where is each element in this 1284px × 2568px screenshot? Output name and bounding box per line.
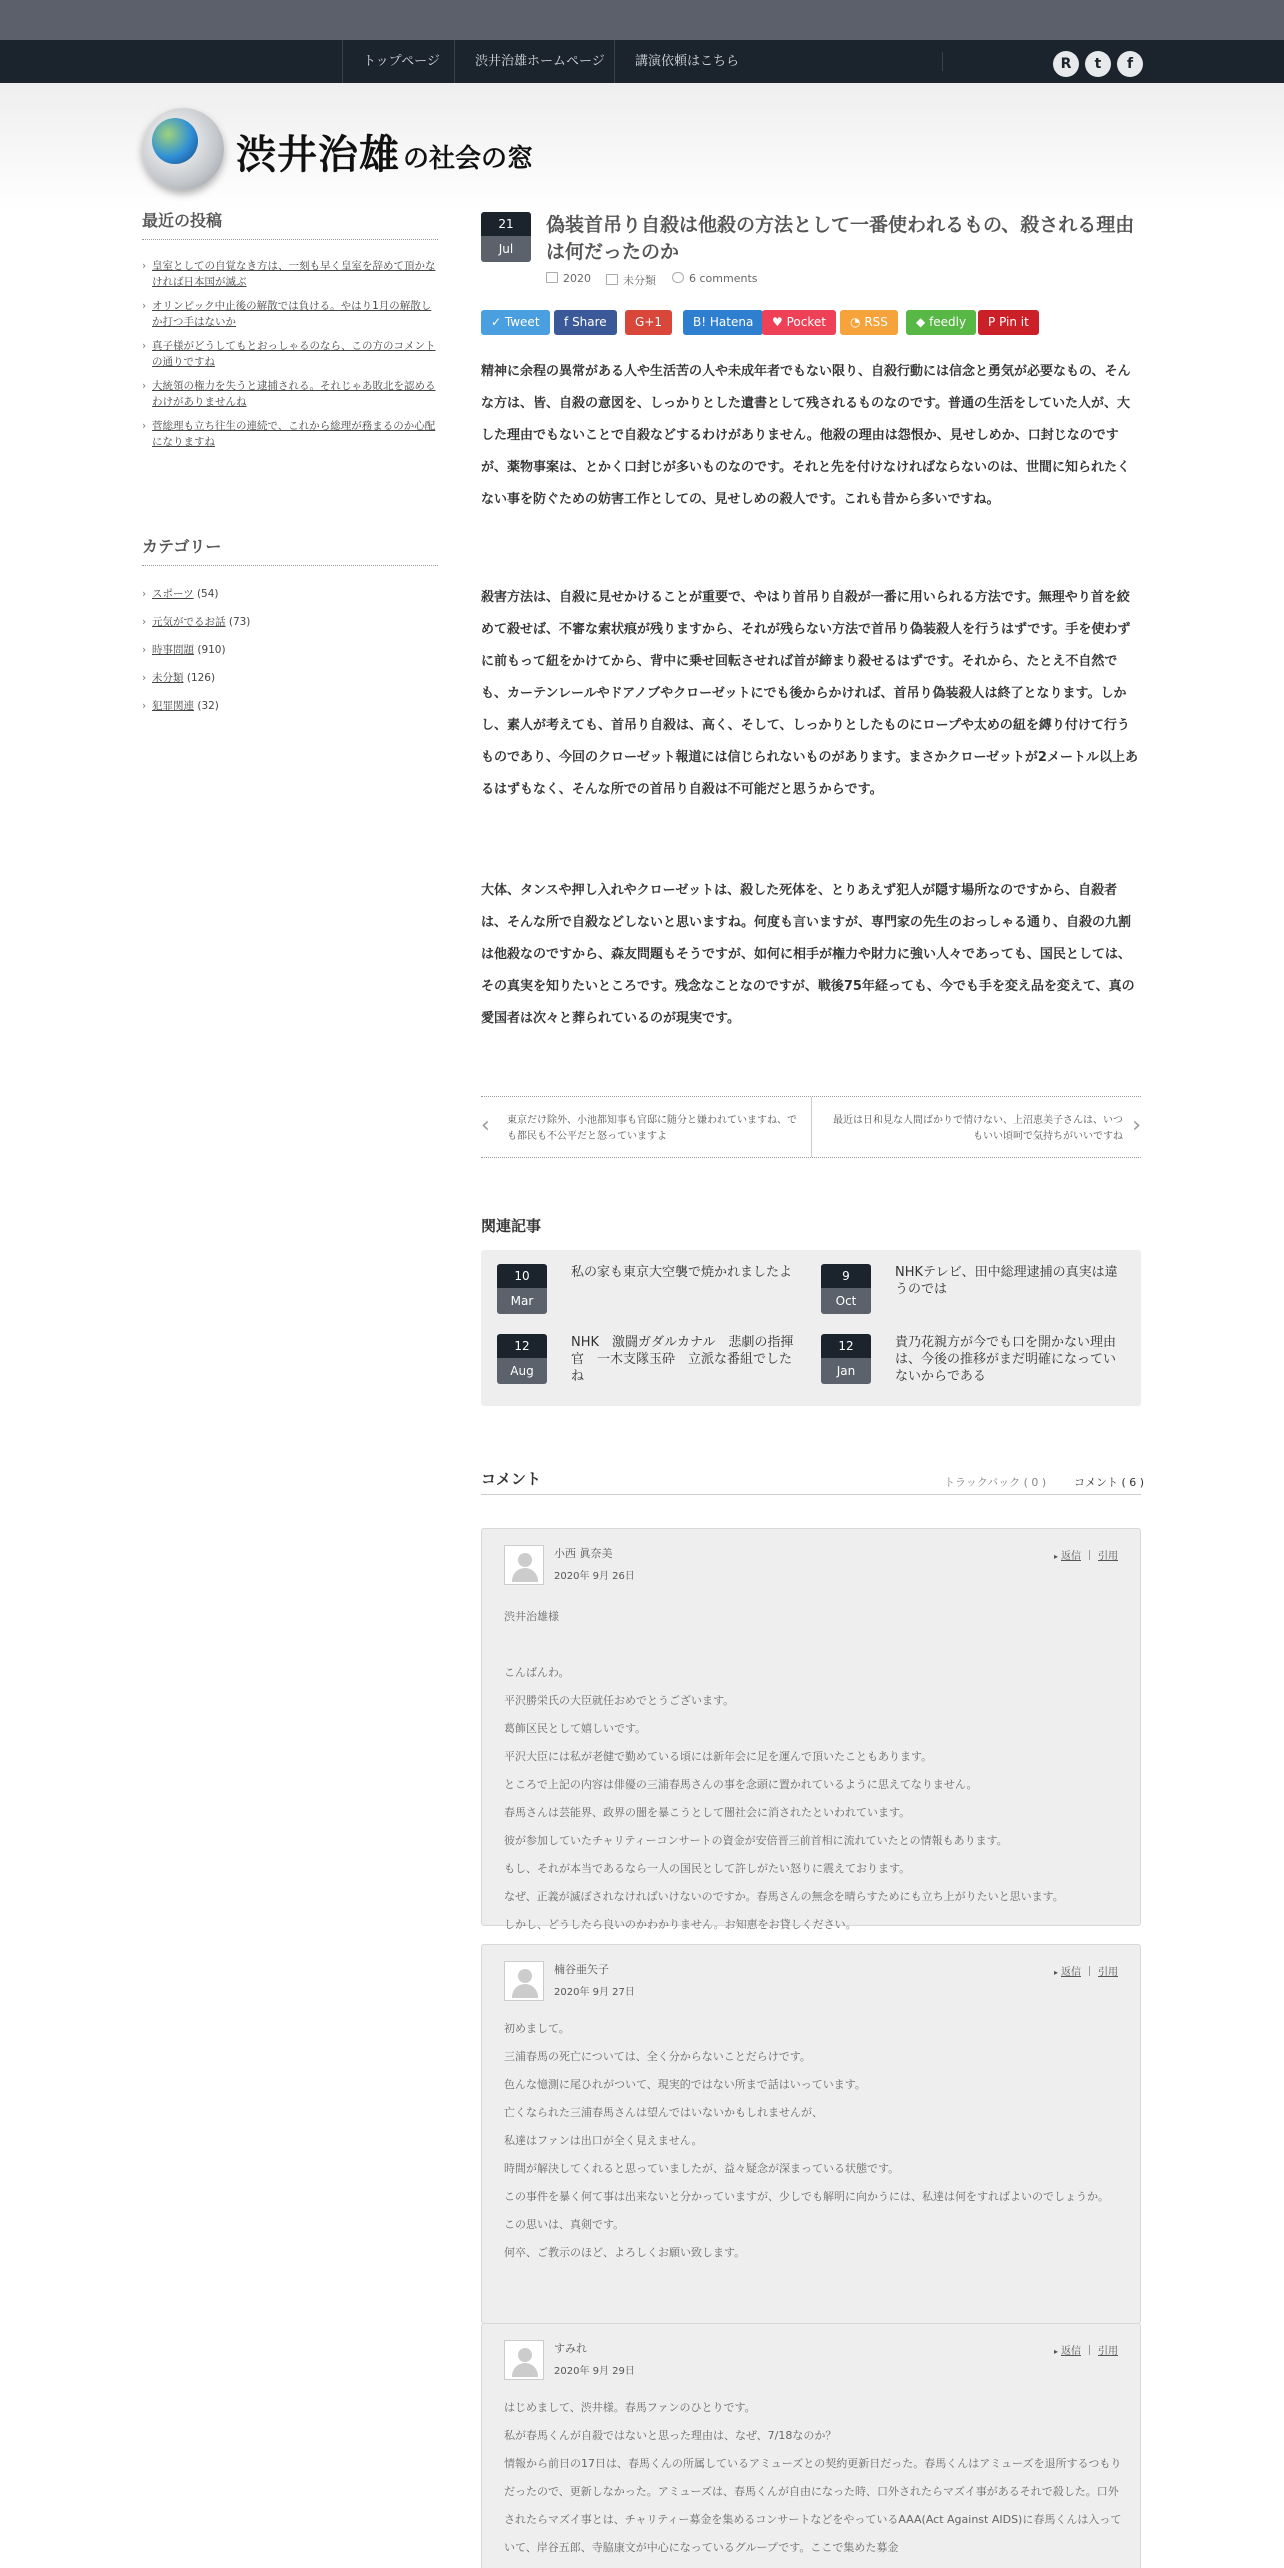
related-heading: 関連記事 <box>481 1217 542 1235</box>
share-label: Pocket <box>786 315 826 329</box>
comment-date: 2020年 9月 27日 <box>554 1987 635 1998</box>
post-comments-count[interactable] <box>672 272 758 285</box>
category-item[interactable] <box>142 642 438 658</box>
comment-item <box>481 1944 1141 2324</box>
post-comments-text[interactable]: 6 comments <box>689 272 758 285</box>
share-label: RSS <box>864 315 888 329</box>
related-day: 10 <box>497 1264 547 1288</box>
reply-arrow-icon: ▸ <box>1053 2347 1058 2356</box>
recent-posts-list <box>142 258 438 458</box>
share-label: Pin it <box>999 315 1029 329</box>
chevron-right-icon[interactable]: › <box>1132 1113 1141 1138</box>
divider <box>1089 2345 1090 2355</box>
related-date-badge <box>821 1334 871 1384</box>
comment-line: 葛飾区民として嬉しいです。 <box>504 1722 647 1735</box>
divider <box>1089 1966 1090 1976</box>
comment-line: 平沢勝栄氏の大臣就任おめでとうございます。 <box>504 1694 735 1707</box>
comment-line: 私が春馬くんが自殺ではないと思った理由は、なぜ、7/18なのか？ <box>504 2429 837 2442</box>
twitter-icon: ✓ <box>491 315 502 329</box>
post-paragraph: 殺害方法は、自殺に見せかけることが重要で、やはり首吊り自殺が一番に用いられる方法です。無理やり首を絞めて殺せば、不審な索状痕が残りますから、それが残らない方法で首吊り偽装殺人を行うはずです。手を使わずに前もって紐をかけてから、背中に乗せ回転させれば首が締まり殺せるはずです。それから、たとえ不自然でも、カーテンレールやドアノブやクローゼットにでも後からかければ、首吊り偽装殺人は終了となります。しかし、素人が考えても、首吊り自殺は、高く、そして、しっかりとしたものにロープや太めの紐を縛り付けて行うものであり、今回のクローゼット報道には信じられないものがあります。まさかクローゼットが2メートル以上あるはずもなく、そんな所での首吊り自殺は不可能だと思うからです。 <box>481 590 1138 797</box>
post-category-text[interactable]: 未分類 <box>623 274 656 287</box>
comment-line: こんばんわ。 <box>504 1666 570 1679</box>
related-date-badge <box>497 1334 547 1384</box>
comment-line: はじめまして、渋井様。春馬ファンのひとりです。 <box>504 2401 756 2414</box>
post-year-text: 2020 <box>563 272 591 285</box>
hatena-button[interactable] <box>683 310 763 335</box>
comment-line: 色んな憶測に尾ひれがついて、現実的ではない所まで話はいっています。 <box>504 2078 866 2091</box>
comment-line: この思いは、真剣です。 <box>504 2218 625 2231</box>
prev-post-link[interactable]: 東京だけ除外、小池都知事も官邸に随分と嫌われていますね、でも都民も不公平だと怒っていますよ <box>507 1115 797 1142</box>
top-strip <box>0 0 1284 40</box>
comment-date: 2020年 9月 29日 <box>554 2366 635 2377</box>
comment-body <box>504 1603 1124 1939</box>
google-plus-icon: G <box>635 315 645 329</box>
related-post-link[interactable]: NHKテレビ、田中総理逮捕の真実は違うのでは <box>895 1265 1118 1297</box>
recent-post-link[interactable]: 真子様がどうしてもとおっしゃるのなら、この方のコメントの通りですね <box>152 340 436 368</box>
reply-arrow-icon: ▸ <box>1053 1968 1058 1977</box>
related-posts <box>481 1250 1141 1406</box>
comment-date: 2020年 9月 26日 <box>554 1571 635 1582</box>
quote-link[interactable]: 引用 <box>1098 1551 1118 1562</box>
pocket-icon: ♥ <box>772 315 783 329</box>
site-subtitle: の社会の窓 <box>403 144 534 174</box>
related-month: Mar <box>497 1288 547 1314</box>
recent-post-item[interactable] <box>142 418 438 450</box>
category-count: (73) <box>228 616 251 628</box>
comment-line: なぜ、正義が滅ぼされなければいけないのですか。春馬さんの無念を晴らすためにも立ち上がりたいと思います。 <box>504 1890 1064 1903</box>
recent-post-link[interactable]: オリンピック中止後の解散では負ける。やはり1月の解散しか打つ手はないか <box>152 300 432 328</box>
category-item[interactable] <box>142 698 438 714</box>
category-link[interactable]: 時事問題 <box>152 644 194 656</box>
facebook-icon: f <box>564 315 569 329</box>
share-label: +1 <box>644 315 663 329</box>
google-plus-button[interactable] <box>625 310 672 335</box>
avatar <box>504 2340 544 2380</box>
related-month: Aug <box>497 1358 547 1384</box>
reply-link[interactable]: 返信 <box>1061 1967 1081 1978</box>
comment-body <box>504 2015 1124 2267</box>
comment-item <box>481 2323 1141 2568</box>
related-day: 9 <box>821 1264 871 1288</box>
tweet-button[interactable] <box>481 310 550 335</box>
pinterest-button[interactable] <box>978 310 1039 335</box>
comment-line: 平沢大臣には私が老健で勤めている頃には新年会に足を運んで頂いたこともあります。 <box>504 1750 933 1763</box>
comment-line: 何卒、ご教示のほど、よろしくお願い致します。 <box>504 2246 746 2259</box>
recent-post-item[interactable] <box>142 298 438 330</box>
recent-posts-heading: 最近の投稿 <box>142 208 438 240</box>
twitter-icon[interactable]: t <box>1085 51 1111 77</box>
post-day: 21 <box>481 212 531 236</box>
globe-logo-icon[interactable] <box>142 108 224 190</box>
related-post-link[interactable]: NHK 激闘ガダルカナル 悲劇の指揮官 一木支隊玉砕 立派な番組でしたね <box>571 1335 794 1384</box>
post-paragraph: 精神に余程の異常がある人や生活苦の人や未成年者でもない限り、自殺行動には信念と勇気が必要なもの、そんな方は、皆、自殺の意図を、しっかりとした遺書として残されるものなのです。普通の生活をしていた人が、大した理由でもないことで自殺などするわけがありません。他殺の理由は怨恨か、見せしめか、口封じなのですが、薬物事案は、とかく口封じが多いものなのです。それと先を付けなければならないのは、世間に知られたくない事を防ぐための妨害工作としての、見せしめの殺人です。これも昔から多いですね。 <box>481 364 1131 507</box>
share-label: Hatena <box>709 315 754 329</box>
nav-divider <box>942 52 943 71</box>
recent-post-item[interactable] <box>142 338 438 370</box>
pinterest-icon: P <box>988 315 996 329</box>
avatar <box>504 1961 544 2001</box>
comment-actions <box>1054 1547 1118 1562</box>
comments-heading: コメント <box>481 1470 542 1488</box>
hatena-icon: B! <box>693 315 707 329</box>
post-title: 偽装首吊り自殺は他殺の方法として一番使われるもの、殺される理由は何だったのか <box>546 214 1135 263</box>
post-month: Jul <box>481 236 531 262</box>
comment-author: 楠谷亜矢子 <box>554 1963 609 1976</box>
comment-line: 時間が解決してくれると思っていましたが、益々疑念が深まっている状態です。 <box>504 2162 900 2175</box>
recent-post-item[interactable] <box>142 258 438 290</box>
related-month: Jan <box>821 1358 871 1384</box>
category-list <box>142 586 438 726</box>
facebook-icon[interactable]: f <box>1117 51 1143 77</box>
category-count: (54) <box>196 588 219 600</box>
comment-line: 春馬さんは芸能界、政界の闇を暴こうとして闇社会に消されたといわれています。 <box>504 1806 911 1819</box>
comment-line: しかし、どうしたら良いのかわかりません。お知恵をお貸しください。 <box>504 1918 857 1931</box>
recent-post-link[interactable]: 皇室としての自覚なき方は、一刻も早く皇室を辞めて頂かなければ日本国が滅ぶ <box>152 260 436 288</box>
comment-line: 三浦春馬の死亡については、全く分からないことだらけです。 <box>504 2050 811 2063</box>
facebook-share-button[interactable] <box>554 310 617 335</box>
comment-actions <box>1054 2342 1118 2357</box>
related-post-link[interactable]: 私の家も東京大空襲で焼かれましたよ <box>571 1265 793 1280</box>
recent-post-item[interactable] <box>142 378 438 410</box>
quote-link[interactable]: 引用 <box>1098 2346 1118 2357</box>
nav-item-top[interactable]: トップページ <box>342 40 440 83</box>
post-year <box>546 272 591 285</box>
share-label: feedly <box>929 315 967 329</box>
reply-arrow-icon: ▸ <box>1053 1552 1058 1561</box>
nav-item-homepage[interactable]: 渋井治雄ホームページ <box>454 40 605 83</box>
category-item[interactable] <box>142 586 438 602</box>
tab-trackback[interactable]: トラックバック ( 0 ) <box>944 1476 1047 1489</box>
recent-post-link[interactable]: 大統領の権力を失うと逮捕される。それじゃあ敗北を認めるわけがありませんね <box>152 380 436 408</box>
recent-post-link[interactable]: 菅総理も立ち往生の連続で、これから総理が務まるのか心配になりますね <box>152 420 436 448</box>
post-navigation <box>481 1096 1141 1158</box>
comment-line: 初めまして。 <box>504 2022 570 2035</box>
post-nav-divider <box>811 1097 812 1157</box>
related-post-link[interactable]: 貴乃花親方が今でも口を開かない理由は、今後の推移がまだ明確になっていないからである <box>895 1335 1117 1384</box>
site-title[interactable]: 渋井治雄 <box>236 131 400 178</box>
pocket-button[interactable] <box>762 310 836 335</box>
share-label: Tweet <box>504 315 540 329</box>
comment-line: もし、それが本当であるなら一人の国民として許しがたい怒りに震えております。 <box>504 1862 911 1875</box>
category-link[interactable]: スポーツ <box>152 588 194 600</box>
next-post-link[interactable]: 最近は日和見な人間ばかりで情けない、上沼恵美子さんは、いつもいい頃呵で気持ちがいいですね <box>833 1115 1123 1142</box>
comment-item <box>481 1528 1141 1931</box>
divider <box>1089 1550 1090 1560</box>
category-link[interactable]: 犯罪関連 <box>152 700 194 712</box>
category-item[interactable] <box>142 614 438 630</box>
reply-link[interactable]: 返信 <box>1061 2346 1081 2357</box>
feedly-button[interactable] <box>906 310 976 335</box>
comment-line: 私達はファンは出口が全く見えません。 <box>504 2134 703 2147</box>
reply-link[interactable]: 返信 <box>1061 1551 1081 1562</box>
avatar <box>504 1545 544 1585</box>
category-link[interactable]: 元気がでるお話 <box>152 616 226 628</box>
tab-comments[interactable]: コメント ( 6 ) <box>1074 1476 1145 1489</box>
comment-line <box>504 1631 1124 1659</box>
quote-link[interactable]: 引用 <box>1098 1967 1118 1978</box>
comment-author: すみれ <box>554 2342 587 2355</box>
post-date-badge <box>481 212 531 262</box>
comment-line: この事件を暴く何て事は出来ないと分かっていますが、少しでも解明に向かうには、私達は何をすればよいのでしょうか。 <box>504 2190 1109 2203</box>
post-category[interactable] <box>606 272 656 288</box>
category-count: (126) <box>186 672 216 684</box>
chevron-left-icon[interactable]: ‹ <box>481 1113 490 1138</box>
feedly-icon: ◆ <box>916 315 926 329</box>
share-label: Share <box>572 315 607 329</box>
rss-button[interactable] <box>840 310 898 335</box>
rss-icon: ◔ <box>850 315 861 329</box>
comment-line: 情報から前日の17日は、春馬くんの所属しているアミューズとの契約更新日だった。春馬くんはアミューズを退所するつもりだったので、更新しなかった。アミューズは、春馬くんが自由になった時、口外されたらマズイ事があるそれで殺した。口外されたらマズイ事とは、チャリティー募金を集めるコンサートなどをやっているAAA(Act Against AIDS)に春馬くんは入っていて、岸谷五郎、寺脇康文が中心になっているグループです。ここで集めた募金 <box>504 2457 1122 2554</box>
post-paragraph: 大体、タンスや押し入れやクローゼットは、殺した死体を、とりあえず犯人が隠す場所なのですから、自殺者は、そんな所で自殺などしないと思いますね。何度も言いますが、専門家の先生のおっしゃる通り、自殺の九割は他殺なのですから、森友問題もそうですが、如何に相手が権力や財力に強い人々であっても、国民としては、その真実を知りたいところです。残念なことなのですが、戦後75年経っても、今でも手を変え品を変えて、真の愛国者は次々と葬られているのが現実です。 <box>481 883 1135 1026</box>
related-day: 12 <box>497 1334 547 1358</box>
comment-line: ところで上記の内容は俳優の三浦春馬さんの事を念頭に置かれているように思えてなりません。 <box>504 1778 978 1791</box>
comment-line: 亡くなられた三浦春馬さんは望んではいないかもしれませんが、 <box>504 2106 823 2119</box>
category-link[interactable]: 未分類 <box>152 672 184 684</box>
related-month: Oct <box>821 1288 871 1314</box>
related-date-badge <box>497 1264 547 1314</box>
comments-divider <box>481 1494 1141 1495</box>
comment-line: 彼が参加していたチャリティーコンサートの資金が安倍晋三前首相に流れていたとの情報もあります。 <box>504 1834 1008 1847</box>
category-item[interactable] <box>142 670 438 686</box>
related-date-badge <box>821 1264 871 1314</box>
comment-body <box>504 2394 1124 2562</box>
category-count: (32) <box>197 700 219 712</box>
calendar-icon <box>546 272 558 283</box>
category-count: (910) <box>197 644 226 656</box>
comment-actions <box>1054 1963 1118 1978</box>
comment-line: 渋井治雄様 <box>504 1610 559 1623</box>
related-day: 12 <box>821 1334 871 1358</box>
folder-icon <box>606 274 618 285</box>
comment-bubble-icon <box>672 272 684 283</box>
category-heading: カテゴリー <box>142 534 438 566</box>
rss-icon[interactable]: R <box>1053 51 1079 77</box>
nav-item-lecture[interactable]: 講演依頼はこちら <box>614 40 739 83</box>
comment-author: 小西 眞奈美 <box>554 1547 613 1560</box>
